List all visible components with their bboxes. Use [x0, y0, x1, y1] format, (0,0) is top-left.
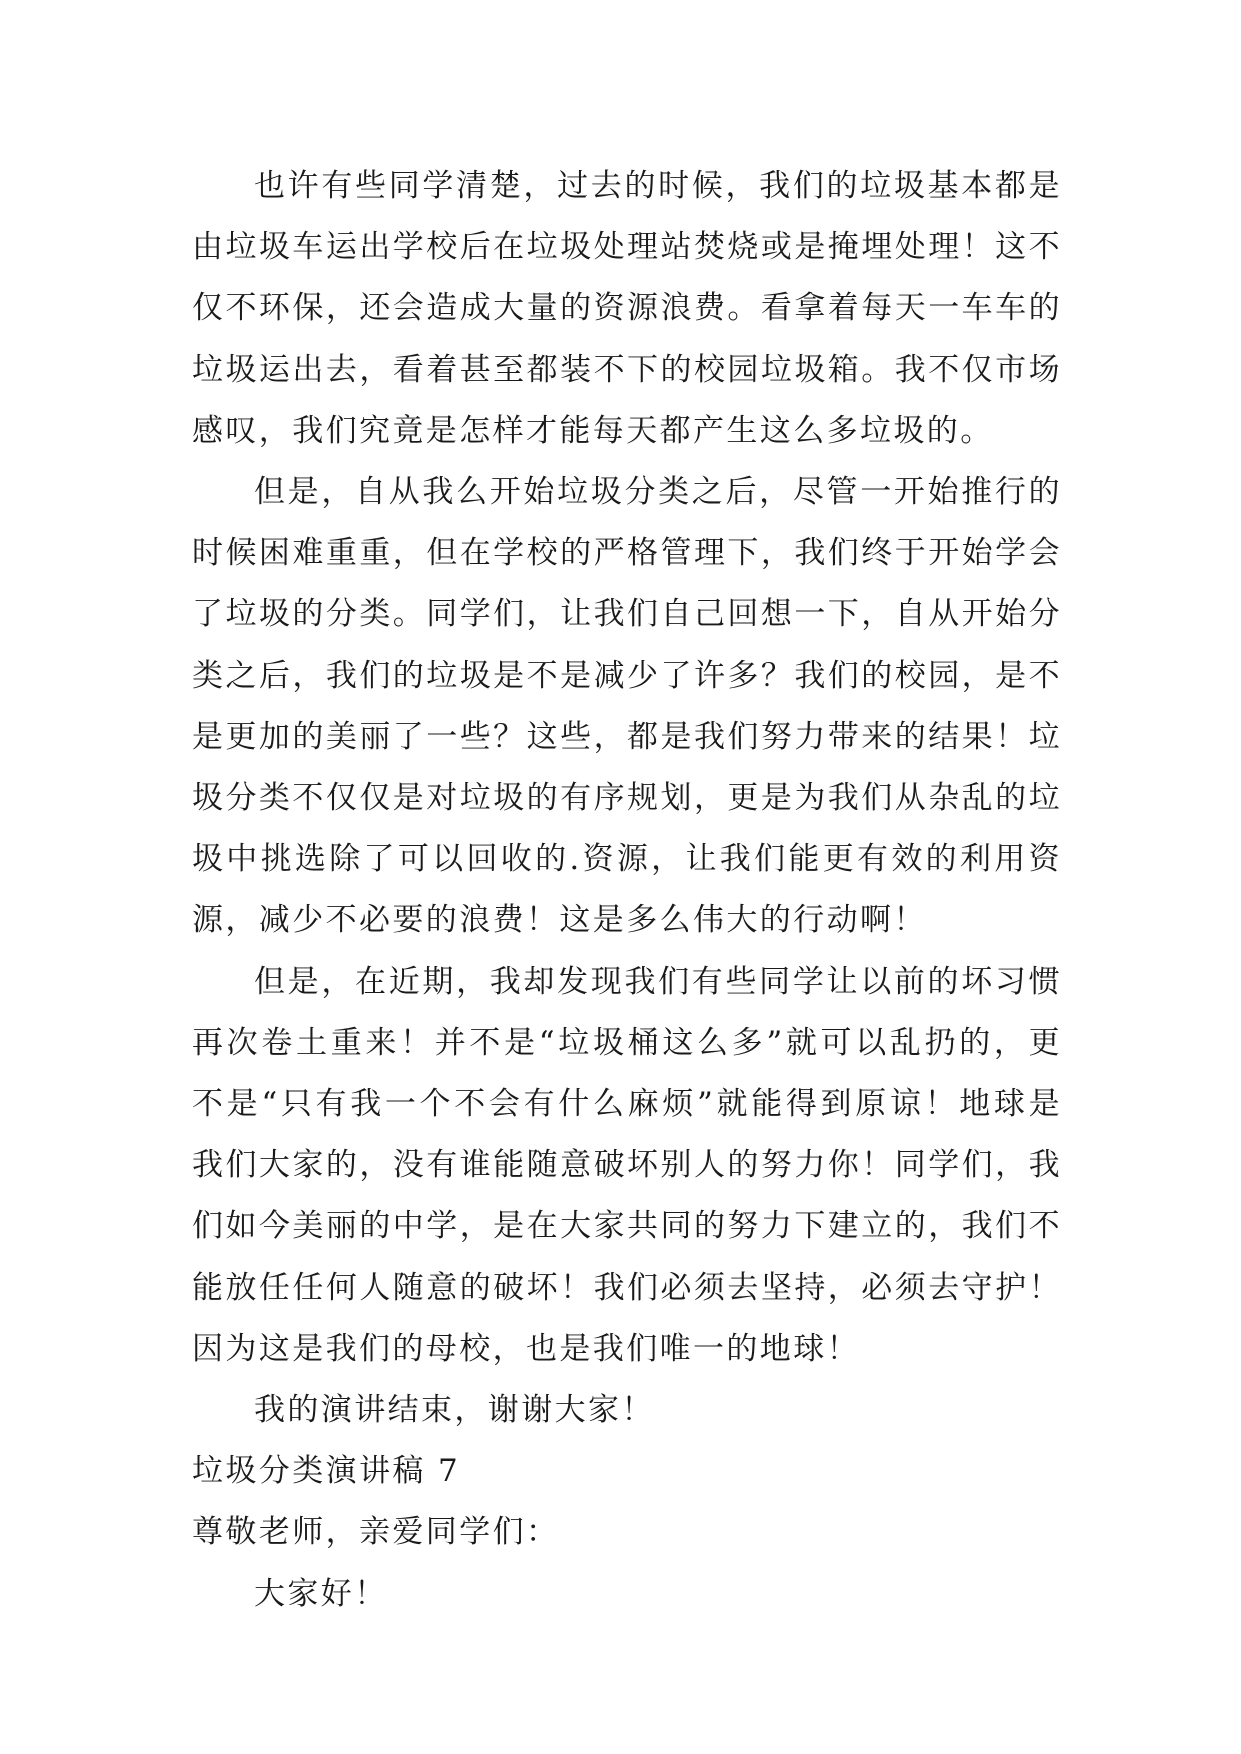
greeting-line: 大家好！ [254, 1575, 388, 1612]
closing-line: 我的演讲结束，谢谢大家！ [254, 1392, 655, 1429]
section-title: 垃圾分类演讲稿 7 [192, 1453, 461, 1490]
salutation-line: 尊敬老师，亲爱同学们： [192, 1514, 560, 1551]
paragraph-bad-habits: 但是，在近期，我却发现我们有些同学让以前的坏习惯再次卷土重来！并不是“垃圾桶这么多”就可以乱扔的，更不是“只有我一个不会有什么麻烦”就能得到原谅！地球是我们大家的，没有谁能随意破坏别人的努力你！同学们，我们如今美丽的中学，是在大家共同的努力下建立的，我们不能放任任何人随意的破坏！我们必须去坚持，必须去守护！因为这是我们的母校，也是我们唯一的地球！ [192, 963, 1062, 1367]
paragraph-sorting-benefits: 但是，自从我么开始垃圾分类之后，尽管一开始推行的时候困难重重，但在学校的严格管理下，我们终于开始学会了垃圾的分类。同学们，让我们自己回想一下，自从开始分类之后，我们的垃圾是不是减少了许多？我们的校园，是不是更加的美丽了一些？这些，都是我们努力带来的结果！垃圾分类不仅仅是对垃圾的有序规划，更是为我们从杂乱的垃圾中挑选除了可以回收的.资源，让我们能更有效的利用资源，减少不必要的浪费！这是多么伟大的行动啊！ [192, 474, 1062, 939]
paragraph-past-waste: 也许有些同学清楚，过去的时候，我们的垃圾基本都是由垃圾车运出学校后在垃圾处理站焚烧或是掩埋处理！这不仅不环保，还会造成大量的资源浪费。看拿着每天一车车的垃圾运出去，看着甚至都装不下的校园垃圾箱。我不仅市场感叹，我们究竟是怎样才能每天都产生这么多垃圾的。 [192, 168, 1062, 449]
document-body [192, 156, 1062, 1625]
